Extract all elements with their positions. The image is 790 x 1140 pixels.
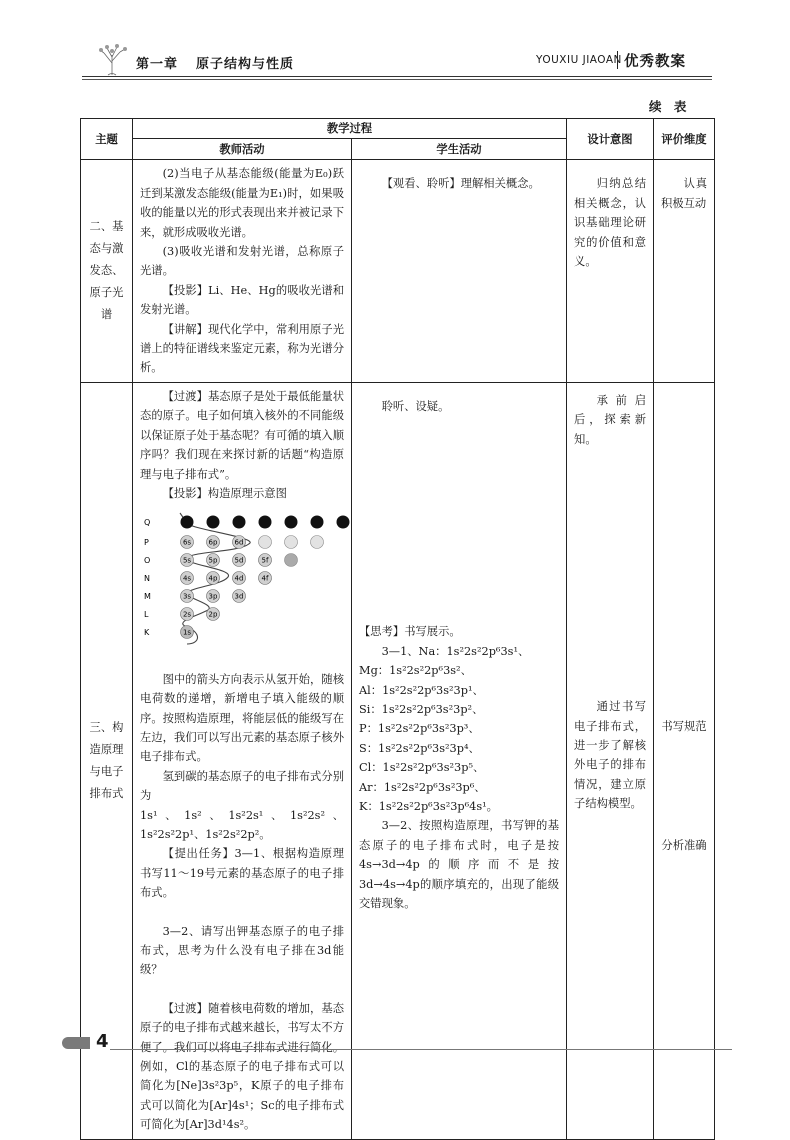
student-config-line: Ar：1s²2s²2p⁶3s²3p⁶、	[359, 780, 486, 794]
teacher-activity-cell	[133, 160, 352, 382]
shell-label-n: N	[144, 574, 150, 584]
q-shell-dot	[181, 516, 194, 529]
svg-text:5f: 5f	[261, 556, 269, 565]
evaluation-cell	[654, 382, 715, 1139]
svg-text:4d: 4d	[234, 574, 244, 583]
empty-level-dot	[285, 536, 298, 549]
student-config-line: Mg：1s²2s²2p⁶3s²、	[359, 664, 472, 678]
energy-level-6p	[207, 536, 220, 549]
q-shell-dot	[337, 516, 350, 529]
teacher-paragraph: 【投影】构造原理示意图	[162, 486, 287, 500]
header-evaluation: 评价维度	[654, 119, 715, 160]
teacher-paragraph: 氢到碳的基态原子的电子排布式分别为	[140, 769, 344, 803]
topic-cell: 三、构造原理与电子排布式	[81, 382, 133, 1139]
svg-text:5d: 5d	[234, 556, 244, 565]
spacer	[359, 416, 559, 622]
aufbau-principle-diagram	[140, 507, 350, 657]
q-shell-dot	[311, 516, 324, 529]
energy-level-5p	[207, 554, 220, 567]
student-paragraph: 聆听、设疑。	[381, 399, 450, 413]
brand-divider	[617, 51, 618, 69]
empty-level-dot	[259, 536, 272, 549]
page-number: 4	[96, 1031, 109, 1052]
student-config-line: P：1s²2s²2p⁶3s²3p³、	[359, 722, 480, 736]
energy-level-5f	[259, 554, 272, 567]
evaluation-text: 分析准确	[661, 839, 707, 853]
svg-text:3d: 3d	[234, 592, 244, 601]
chapter-title: 原子结构与性质	[196, 57, 295, 72]
svg-text:6p: 6p	[208, 538, 218, 547]
config-li: 1s²2s¹	[228, 808, 264, 822]
spacer	[661, 387, 707, 717]
evaluation-text: 书写规范	[661, 719, 707, 733]
config-he: 1s²	[184, 808, 202, 822]
teacher-paragraph: 【过渡】随着核电荷数的增加，基态原子的电子排布式越来越长，书写太不方便了。我们可以将电子排布式进行简化。例如，Cl的基态原子的电子排布式可以简化为[Ne]3s²3p⁵，K原子的电子排布式可以简化为[Ar]4s¹；Sc的电子排布式可简化为[Ar]3d¹4s²。	[140, 1001, 344, 1132]
teacher-paragraph: 【投影】Li、He、Hg的吸收光谱和发射光谱。	[140, 283, 344, 317]
energy-level-3s	[181, 590, 194, 603]
teacher-paragraph: 【讲解】现代化学中，常利用原子光谱上的特征谱线来鉴定元素，称为光谱分析。	[140, 322, 344, 375]
shell-label-l: L	[144, 610, 149, 620]
design-intent-cell	[567, 382, 654, 1139]
intent-paragraph: 通过书写电子排布式，进一步了解核外电子的排布情况，建立原子结构模型。	[574, 700, 647, 811]
energy-level-6s	[181, 536, 194, 549]
spacer	[661, 736, 707, 836]
student-paragraph: 【思考】书写展示。	[359, 625, 461, 639]
brand-chinese: 优秀教案	[624, 53, 686, 70]
svg-text:6s: 6s	[182, 538, 192, 547]
header-topic: 主题	[81, 119, 133, 160]
svg-text:5p: 5p	[208, 556, 218, 565]
empty-level-dot	[311, 536, 324, 549]
table-row	[81, 382, 715, 1139]
header-teacher: 教师活动	[133, 139, 352, 160]
svg-text:4p: 4p	[208, 574, 218, 583]
student-config-line: Cl：1s²2s²2p⁶3s²3p⁵、	[359, 761, 485, 775]
svg-text:5s: 5s	[182, 556, 192, 565]
page-tab-marker	[62, 1037, 90, 1049]
student-paragraph: 【观看、聆听】理解相关概念。	[381, 177, 540, 191]
student-activity-cell	[352, 160, 567, 382]
carbon-configs: 1s¹、1s²、1s²2s¹、1s²2s²、1s²2s²2p¹、1s²2s²2p²。	[140, 808, 344, 841]
intent-paragraph: 承前启后，探索新知。	[574, 393, 647, 446]
config-b: 1s²2s²2p¹	[140, 827, 194, 841]
svg-text:6d: 6d	[234, 538, 244, 547]
evaluation-cell	[654, 160, 715, 382]
chapter-label: 第一章	[136, 57, 179, 72]
energy-level-4f	[259, 572, 272, 585]
energy-level-1s	[181, 626, 194, 639]
header-process: 教学过程	[133, 119, 567, 139]
student-config-line: 3—1、Na：1s²2s²2p⁶3s¹、	[381, 644, 530, 658]
brand-latin: YOUXIU JIAOAN	[536, 54, 622, 66]
teacher-paragraph: 3—2、请写出钾基态原子的电子排布式，思考为什么没有电子排在3d能级？	[140, 924, 344, 977]
q-shell-dot	[259, 516, 272, 529]
svg-text:3s: 3s	[182, 592, 192, 601]
topic-cell: 二、基态与激发态、原子光谱	[81, 160, 133, 382]
energy-level-4s	[181, 572, 194, 585]
config-c: 1s²2s²2p²	[205, 827, 260, 841]
shell-label-q: Q	[144, 518, 151, 528]
student-config-line: K：1s²2s²2p⁶3s²3p⁶4s¹。	[359, 799, 498, 813]
energy-level-5d	[233, 554, 246, 567]
energy-level-3p	[207, 590, 220, 603]
footer-rule	[110, 1049, 732, 1050]
teacher-paragraph: 【过渡】基态原子是处于最低能量状态的原子。电子如何填入核外的不同能级以保证原子处于基态呢？有可循的填入顺序吗？我们现在来探讨新的话题“构造原理与电子排布式”。	[140, 389, 344, 481]
svg-text:2s: 2s	[182, 610, 192, 619]
svg-text:4f: 4f	[261, 574, 269, 583]
spacer	[574, 449, 646, 697]
svg-text:4s: 4s	[182, 574, 192, 583]
teacher-activity-cell	[133, 382, 352, 1139]
student-config-line: Al：1s²2s²2p⁶3s²3p¹、	[359, 683, 484, 697]
teacher-paragraph: 【提出任务】3—1、根据构造原理书写11～19号元素的基态原子的电子排布式。	[140, 847, 344, 900]
continued-label: 续 表	[649, 99, 691, 114]
energy-level-4p	[207, 572, 220, 585]
student-config-line: S：1s²2s²2p⁶3s²3p⁴、	[359, 741, 480, 755]
lesson-plan-table	[80, 118, 715, 1140]
energy-level-6d	[233, 536, 246, 549]
config-be: 1s²2s²	[289, 808, 326, 822]
q-shell-dot	[207, 516, 220, 529]
energy-level-5s	[181, 554, 194, 567]
shell-label-o: O	[144, 556, 151, 566]
shell-label-k: K	[144, 628, 150, 638]
config-h: 1s¹	[140, 808, 158, 822]
intent-paragraph: 归纳总结相关概念，认识基础理论研究的价值和意义。	[574, 177, 647, 269]
header-rule	[82, 76, 712, 77]
energy-level-2s	[181, 608, 194, 621]
shell-label-m: M	[144, 592, 151, 602]
design-intent-cell	[567, 160, 654, 382]
student-config-line: Si：1s²2s²2p⁶3s²3p²、	[359, 702, 484, 716]
energy-level-4d	[233, 572, 246, 585]
teacher-paragraph: (2)当电子从基态能级(能量为E₀)跃迁到某激发态能级(能量为E₁)时，如果吸收的能量以光的形式表现出来并被记录下来，就形成吸收光谱。	[140, 167, 344, 239]
energy-level-3d	[233, 590, 246, 603]
empty-level-dot	[285, 554, 298, 567]
q-shell-dot	[233, 516, 246, 529]
teacher-paragraph: 图中的箭头方向表示从氢开始，随核电荷数的递增，新增电子填入能级的顺序。按照构造原理，将能层低的能级写在左边，我们可以写出元素的基态原子核外电子排布式。	[140, 672, 344, 764]
tree-logo-icon	[94, 41, 130, 77]
shell-label-p: P	[144, 538, 149, 548]
svg-text:1s: 1s	[182, 628, 192, 637]
header-student: 学生活动	[352, 139, 567, 160]
student-activity-cell	[352, 382, 567, 1139]
header-rule-thin	[82, 79, 712, 80]
energy-level-2p	[207, 608, 220, 621]
evaluation-text: 认真积极互动	[661, 177, 708, 210]
svg-text:2p: 2p	[208, 610, 218, 619]
teacher-paragraph: (3)吸收光谱和发射光谱，总称原子光谱。	[140, 245, 344, 278]
table-row	[81, 160, 715, 382]
student-paragraph: 3—2、按照构造原理，书写钾的基态原子的电子排布式时，电子是按4s→3d→4p的顺序而不是按3d→4s→4p的顺序填充的，出现了能级交错现象。	[359, 819, 560, 910]
q-shell-dot	[285, 516, 298, 529]
header-intent: 设计意图	[567, 119, 654, 160]
svg-text:3p: 3p	[208, 592, 218, 601]
